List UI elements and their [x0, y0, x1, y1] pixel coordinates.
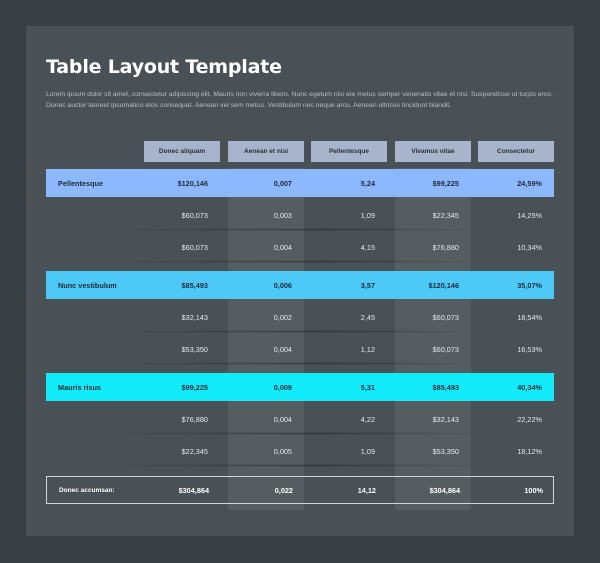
total-cell-4: $304,864 — [429, 485, 460, 495]
table-cell: 0,004 — [273, 414, 292, 424]
group-row-label: Mauris risus — [58, 382, 101, 392]
table-row — [46, 405, 554, 433]
table-cell: 2,45 — [360, 312, 375, 322]
group-cell: $120,146 — [177, 178, 208, 188]
column-header-4: Vivamus vitae — [395, 141, 471, 162]
table-cell: 22,22% — [517, 414, 542, 424]
total-cell-3: 14,12 — [357, 485, 376, 495]
description-text: Lorem ipsum dolor sit amet, consectetur adipiscing elit. Mauris non viverra libero. Nunc egetum nisi ete metus semper venenatis vitae et nisi. Suspendisse ut turpis eros. Donec auctor laoreet ipsumatico etos consequat. Aenean vel sem metus. Vestibulum nec neque arcu. Aenean ultrices tincidunt blandit. — [46, 91, 553, 109]
group-cell: 0,009 — [273, 382, 292, 392]
group-cell: 5,24 — [360, 178, 375, 188]
group-row — [46, 373, 554, 401]
table-cell: $32,143 — [181, 312, 208, 322]
table-cell: 0,004 — [273, 344, 292, 354]
group-cell: 0,006 — [273, 280, 292, 290]
column-header-3: Pellentesque — [311, 141, 387, 162]
group-row-label: Pellentesque — [58, 178, 104, 188]
column-header-1: Donec aliquam — [144, 141, 220, 162]
total-cell-1: $304,864 — [178, 485, 209, 495]
table-cell: $60,073 — [181, 210, 208, 220]
table-cell: $76,880 — [432, 242, 459, 252]
table-cell: 1,09 — [360, 210, 375, 220]
table-row — [46, 335, 554, 363]
table-cell: $53,350 — [432, 446, 459, 456]
total-row — [46, 476, 554, 504]
table-cell: 4,15 — [360, 242, 375, 252]
table-cell: $60,073 — [432, 344, 459, 354]
table-row — [46, 233, 554, 261]
table-cell: 0,003 — [273, 210, 292, 220]
table-cell: 0,002 — [273, 312, 292, 322]
table-cell: 18,54% — [517, 312, 542, 322]
table-cell: 4,22 — [360, 414, 375, 424]
table-cell: $60,073 — [181, 242, 208, 252]
table-cell: $22,345 — [181, 446, 208, 456]
group-cell: $99,225 — [181, 382, 208, 392]
table-cell: 0,004 — [273, 242, 292, 252]
group-row — [46, 271, 554, 299]
table-cell: $53,350 — [181, 344, 208, 354]
group-cell: $120,146 — [428, 280, 459, 290]
group-cell: $99,225 — [432, 178, 459, 188]
table-row — [46, 437, 554, 465]
group-cell: 0,007 — [273, 178, 292, 188]
column-header-2: Aenean et nisi — [228, 141, 304, 162]
table-cell: $22,345 — [432, 210, 459, 220]
column-header-5: Consectetur — [478, 141, 554, 162]
group-cell: $85,493 — [181, 280, 208, 290]
group-cell: 35,07% — [517, 280, 542, 290]
table-cell: 16,53% — [517, 344, 542, 354]
table-cell: $76,880 — [181, 414, 208, 424]
group-cell: $85,493 — [432, 382, 459, 392]
total-cell-5: 100% — [524, 485, 543, 495]
table-cell: 1,09 — [360, 446, 375, 456]
table-cell: $60,073 — [432, 312, 459, 322]
table-cell: 18,12% — [517, 446, 542, 456]
total-cell-2: 0,022 — [274, 485, 293, 495]
page-title: Table Layout Template — [46, 56, 282, 78]
group-cell: 5,31 — [360, 382, 375, 392]
table-cell: 14,25% — [517, 210, 542, 220]
table-cell: 1,12 — [360, 344, 375, 354]
group-row-label: Nunc vestibulum — [58, 280, 117, 290]
table-card — [26, 26, 574, 536]
table-row — [46, 201, 554, 229]
group-cell: 40,34% — [517, 382, 542, 392]
group-cell: 24,59% — [517, 178, 542, 188]
table-cell: 0,005 — [273, 446, 292, 456]
group-row — [46, 169, 554, 197]
total-label: Donec accumsan: — [59, 486, 115, 494]
group-cell: 3,57 — [360, 280, 375, 290]
table-cell: $32,143 — [432, 414, 459, 424]
table-row — [46, 303, 554, 331]
table-cell: 10,34% — [517, 242, 542, 252]
